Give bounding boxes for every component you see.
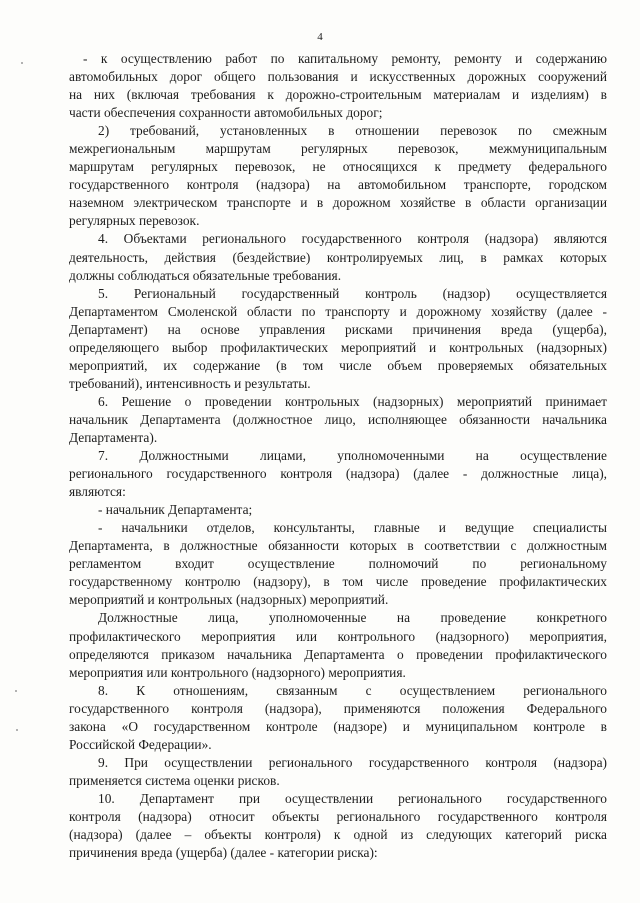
- text-line: 5. Региональный государственный контроль (надзор) осуществляется: [98, 285, 607, 301]
- text-line: Департамент) на основе управления рисками причинения вреда (ущерба),: [69, 321, 607, 337]
- text-line: 7. Должностными лицами, уполномоченными на осуществление: [98, 448, 607, 464]
- paragraph: [69, 393, 607, 447]
- paragraph: [69, 754, 607, 790]
- text-line: закона «О государственном контроле (надзоре) и муниципальном контроле в: [69, 718, 607, 734]
- text-line: 9. При осуществлении регионального государственного контроля (надзора): [98, 754, 607, 770]
- text-line: маршрутам регулярных перевозок, не относящихся к предмету федерального: [69, 159, 607, 175]
- paragraph: [69, 609, 607, 681]
- text-line: автомобильных дорог общего пользования и искусственных дорожных сооружений: [69, 69, 607, 85]
- text-line: - начальник Департамента;: [98, 502, 253, 518]
- page-number: 4: [317, 31, 323, 43]
- text-line: регламентом входит осуществление полномочий по региональному: [69, 556, 607, 572]
- text-line: 6. Решение о проведении контрольных (надзорных) мероприятий принимает: [98, 393, 607, 409]
- text-line: части обеспечения сохранности автомобильных дорог;: [69, 105, 383, 121]
- scan-speck: [15, 690, 17, 692]
- text-line: государственного контроля (надзора), применяются положения Федерального: [69, 700, 607, 716]
- text-line: мероприятий, их содержание (в том числе объем проверяемых обязательных: [69, 357, 607, 373]
- text-line: - к осуществлению работ по капитальному ремонту, ремонту и содержанию: [83, 51, 607, 66]
- text-line: 10. Департамент при осуществлении регионального государственного: [98, 790, 607, 806]
- text-line: мероприятий и контрольных (надзорных) мероприятий.: [69, 592, 389, 608]
- text-line: причинения вреда (ущерба) (далее - категории риска):: [69, 845, 378, 861]
- paragraph: [69, 447, 607, 501]
- text-line: Департамента).: [69, 429, 158, 445]
- text-line: государственного контроля (надзора) на автомобильном транспорте, городском: [69, 177, 607, 193]
- text-line: 2) требований, установленных в отношении перевозок по смежным: [98, 123, 607, 139]
- text-line: начальник Департамента (должностное лицо, исполняющее обязанности начальника: [69, 411, 607, 427]
- document-body: [69, 50, 607, 862]
- text-line: (надзора) (далее – объекты контроля) к одной из следующих категорий риска: [69, 827, 607, 843]
- text-line: должны соблюдаться обязательные требования.: [69, 267, 342, 283]
- text-line: на них (включая требования к дорожно-строительным материалам и изделиям) в: [69, 87, 607, 103]
- text-line: Департаментом Смоленской области по транспорту и дорожному хозяйству (далее -: [69, 303, 607, 319]
- text-line: определяющего выбор профилактических мероприятий и контрольных (надзорных): [69, 339, 607, 355]
- paragraph: [69, 122, 607, 230]
- text-line: контроля (надзора) относит объекты регионального государственного контроля: [69, 808, 607, 824]
- paragraph: [69, 519, 607, 609]
- text-line: определяются приказом начальника Департамента о проведении профилактического: [69, 646, 607, 662]
- paragraph: [69, 790, 607, 862]
- text-line: 4. Объектами регионального государственного контроля (надзора) являются: [98, 231, 607, 247]
- text-line: требований), интенсивность и результаты.: [69, 375, 311, 391]
- paragraph: [69, 50, 607, 122]
- text-line: деятельность, действия (бездействие) контролируемых лиц, в рамках которых: [69, 249, 607, 265]
- text-line: регулярных перевозок.: [69, 213, 200, 229]
- text-line: Должностные лица, уполномоченные на проведение конкретного: [98, 610, 607, 626]
- text-line: государственному контролю (надзору), в том числе проведение профилактических: [69, 574, 607, 590]
- text-line: являются:: [69, 484, 126, 500]
- text-line: мероприятия или контрольного (надзорного) мероприятия.: [69, 664, 406, 680]
- text-line: Российской Федерации».: [69, 736, 212, 752]
- paragraph: [69, 230, 607, 284]
- text-line: применяется система оценки рисков.: [69, 772, 280, 788]
- text-line: регионального государственного контроля (надзора) (далее - должностные лица),: [69, 466, 607, 482]
- paragraph: [69, 285, 607, 393]
- text-line: 8. К отношениям, связанным с осуществлением регионального: [98, 682, 607, 698]
- text-line: профилактического мероприятия или контрольного (надзорного) мероприятия,: [69, 628, 607, 644]
- scan-speck: [16, 729, 18, 731]
- text-line: Департамента, в должностные обязанности которых в соответствии с должностным: [69, 538, 607, 554]
- text-line: наземном электрическом транспорте и в дорожном хозяйстве в области организации: [69, 195, 607, 211]
- text-line: межрегиональным маршрутам регулярных перевозок, межмуниципальным: [69, 141, 607, 157]
- scan-speck: [21, 62, 23, 64]
- paragraph: [69, 501, 607, 519]
- text-line: - начальники отделов, консультанты, главные и ведущие специалисты: [98, 520, 607, 536]
- paragraph: [69, 682, 607, 754]
